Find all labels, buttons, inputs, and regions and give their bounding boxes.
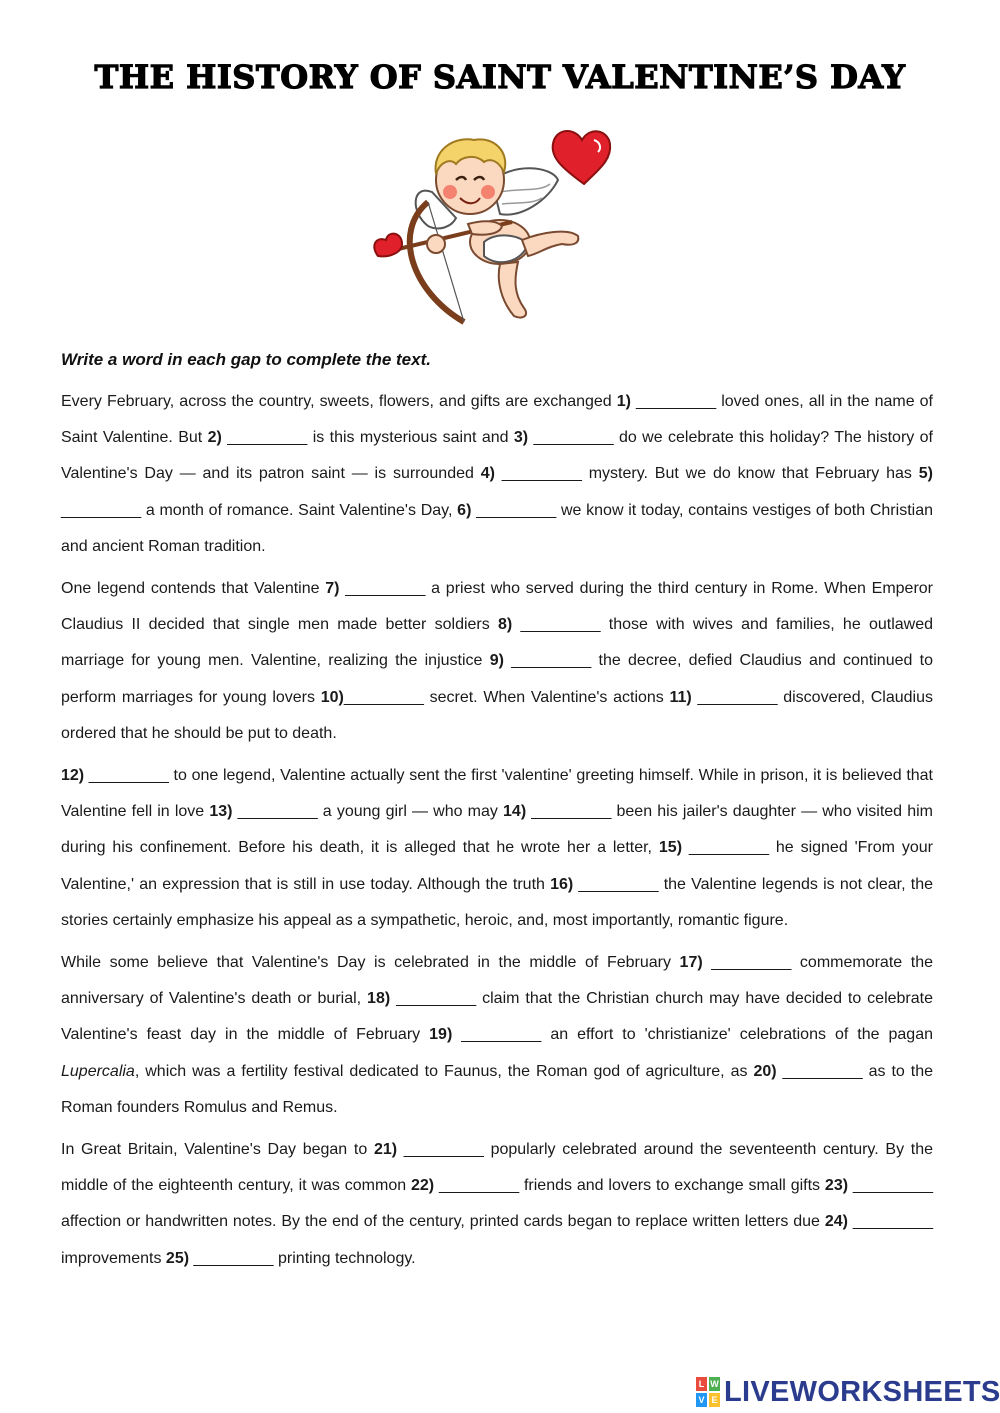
gap-number: 2) (207, 429, 222, 447)
gap-number: 13) (209, 803, 233, 821)
paragraph (61, 945, 933, 1126)
text-run: _________ claim that the Christian church may have decided to celebrate Valentine's feast day in the middle of February (61, 990, 933, 1044)
text-run: _________ friends and lovers to exchange small gifts (434, 1177, 825, 1195)
text-run: _________ he signed 'From your Valentine,' an expression that is still in use today. Although the truth (61, 839, 934, 893)
gap-number: 19) (429, 1026, 453, 1044)
text-run: _________ the Valentine legends is not clear, the stories certainly emphasize his appeal as a sympathetic, heroic, and, most importantly, romantic figure. (61, 875, 933, 929)
text-run: _________ the decree, defied Claudius and continued to perform marriages for young lovers (61, 652, 933, 706)
gap-number: 15) (658, 839, 683, 857)
gap-number: 9) (489, 652, 504, 670)
passage (61, 384, 933, 1283)
gap-number: 21) (373, 1141, 398, 1159)
instructions: Write a word in each gap to complete the text. (61, 350, 431, 369)
text-run: _________ a young girl — who may (232, 803, 504, 821)
text-run: _________ commemorate the anniversary of Valentine's death or burial, (61, 954, 933, 1008)
paragraph (61, 758, 933, 939)
gap-number: 4) (480, 465, 495, 483)
gap-number: 20) (753, 1062, 777, 1080)
logo-tile: E (709, 1393, 720, 1407)
paragraph (61, 1132, 933, 1277)
gap-number: 14) (503, 803, 527, 821)
heart-icon (553, 131, 611, 184)
text-run: _________ affection or handwritten notes. By the end of the century, printed cards began to replace written letters due (61, 1177, 934, 1231)
text-run: _________ as to the Roman founders Romulus and Remus. (61, 1062, 933, 1116)
paragraph (61, 571, 933, 752)
text-run: , which was a fertility festival dedicated to Faunus, the Roman god of agriculture, as (134, 1062, 754, 1080)
text-run: While some believe that Valentine's Day is celebrated in the middle of February (61, 954, 680, 972)
text-run: _________ we know it today, contains vestiges of both Christian and ancient Roman tradition. (61, 501, 933, 555)
gap-number: 11) (669, 688, 692, 706)
italic-term: Lupercalia (61, 1062, 135, 1080)
gap-number: 6) (457, 501, 472, 519)
text-run: _________ those with wives and families, he outlawed marriage for young men. Valentine, realizing the injustice (61, 616, 934, 670)
gap-number: 22) (411, 1177, 435, 1195)
page-title: THE HISTORY OF SAINT VALENTINE’S DAY (94, 58, 906, 96)
text-run: _________ a month of romance. Saint Valentine's Day, (61, 501, 458, 519)
gap-number: 25) (165, 1249, 190, 1267)
text-run: _________ secret. When Valentine's actions (343, 688, 670, 706)
text-run: _________ loved ones, all in the name of Saint Valentine. But (61, 393, 934, 447)
gap-number: 5) (918, 465, 934, 483)
gap-number: 16) (550, 875, 574, 893)
text-run: _________ a priest who served during the third century in Rome. When Emperor Claudius II decided that single men made better soldiers (61, 580, 934, 634)
gap-number: 10) (320, 688, 344, 706)
gap-number: 7) (325, 580, 340, 598)
logo-tile: L (696, 1377, 707, 1391)
logo-tile: V (696, 1393, 707, 1407)
liveworksheets-icon (696, 1377, 720, 1407)
cupid-illustration (372, 122, 622, 327)
text-run: _________ been his jailer's daughter — who visited him during his confinement. Before his death, it is alleged that he wrote her a letter, (61, 803, 933, 857)
text-run: _________ to one legend, Valentine actually sent the first 'valentine' greeting himself. While in prison, it is believed that Valentine fell in love (61, 767, 933, 821)
gap-number: 17) (679, 954, 703, 972)
gap-number: 24) (824, 1213, 848, 1231)
logo-tile: W (710, 1379, 719, 1389)
text-run: _________ mystery. But we do know that February has (494, 465, 919, 483)
gap-number: 3) (513, 429, 529, 447)
text-run: _________ improvements (61, 1213, 934, 1267)
gap-number: 18) (367, 990, 391, 1008)
text-run: One legend contends that Valentine (61, 580, 326, 598)
gap-number: 23) (824, 1177, 849, 1195)
text-run: _________ printing technology. (189, 1249, 416, 1267)
brand-text: LIVEWORKSHEETS (724, 1375, 1000, 1408)
text-run: _________ discovered, Claudius ordered that he should be put to death. (61, 688, 934, 742)
text-run: Every February, across the country, sweets, flowers, and gifts are exchanged (61, 393, 617, 410)
text-run: _________ popularly celebrated around the seventeenth century. By the middle of the eighteenth century, it was common (61, 1141, 934, 1195)
text-run: _________ do we celebrate this holiday? The history of Valentine's Day — and its patron saint — is surrounded (61, 429, 933, 483)
gap-number: 12) (61, 767, 85, 785)
gap-number: 8) (498, 616, 513, 634)
gap-number: 1) (616, 393, 631, 410)
text-run: _________ an effort to 'christianize' celebrations of the pagan (452, 1026, 934, 1044)
liveworksheets-logo (696, 1374, 1000, 1410)
text-run: _________ is this mysterious saint and (221, 429, 514, 447)
paragraph (61, 384, 933, 565)
text-run: In Great Britain, Valentine's Day began to (61, 1141, 374, 1159)
